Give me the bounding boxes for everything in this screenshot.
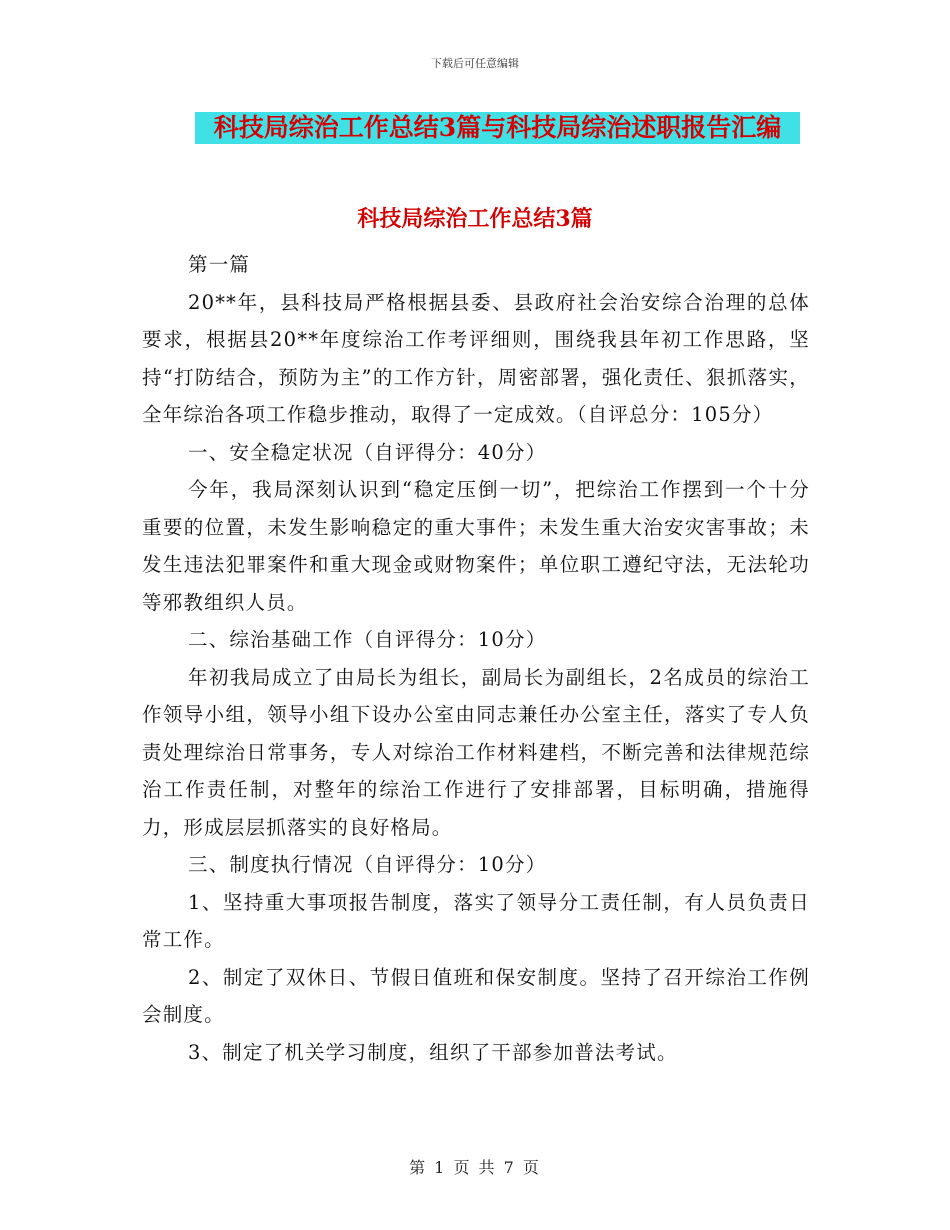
sub-title: 科技局综治工作总结3篇: [357, 206, 593, 232]
main-title: 科技局综治工作总结3篇与科技局综治述职报告汇编: [195, 112, 800, 144]
page-footer: 第 1 页 共 7 页: [409, 1158, 541, 1177]
paragraph-system-1: 1、坚持重大事项报告制度，落实了领导分工责任制，有人员负责日常工作。: [142, 890, 810, 951]
paragraph-safety: 今年，我局深刻认识到“稳定压倒一切”，把综治工作摆到一个十分重要的位置，未发生影响稳定的重大事件；未发生重大治安灾害事故；未发生违法犯罪案件和重大现金或财物案件；单位职工遵纪守法，无法轮功等邪教组织人员。: [142, 478, 810, 614]
header-note: 下载后可任意编辑: [431, 57, 519, 70]
paragraph-intro: 20**年，县科技局严格根据县委、县政府社会治安综合治理的总体要求，根据县20**年度综治工作考评细则，围绕我县年初工作思路，坚持“打防结合，预防为主”的工作方针，周密部署，强化责任、狠抓落实，全年综治各项工作稳步推动，取得了一定成效。（自评总分：105分）: [142, 290, 810, 426]
paragraph-system-3: 3、制定了机关学习制度，组织了干部参加普法考试。: [188, 1040, 678, 1064]
heading-system: 三、制度执行情况（自评得分：10分）: [188, 853, 547, 876]
paragraph-system-2: 2、制定了双休日、节假日值班和保安制度。坚持了召开综治工作例会制度。: [142, 965, 810, 1026]
paragraph-section-label: 第一篇: [188, 253, 251, 276]
heading-basic-work: 二、综治基础工作（自评得分：10分）: [188, 628, 547, 651]
heading-safety: 一、安全稳定状况（自评得分：40分）: [188, 440, 547, 464]
paragraph-basic-work: 年初我局成立了由局长为组长，副局长为副组长，2名成员的综治工作领导小组，领导小组下设办公室由同志兼任办公室主任，落实了专人负责处理综治日常事务，专人对综治工作材料建档，不断完善和法律规范综治工作责任制，对整年的综治工作进行了安排部署，目标明确，措施得力，形成层层抓落实的良好格局。: [142, 665, 810, 839]
document-body: [142, 246, 810, 1071]
